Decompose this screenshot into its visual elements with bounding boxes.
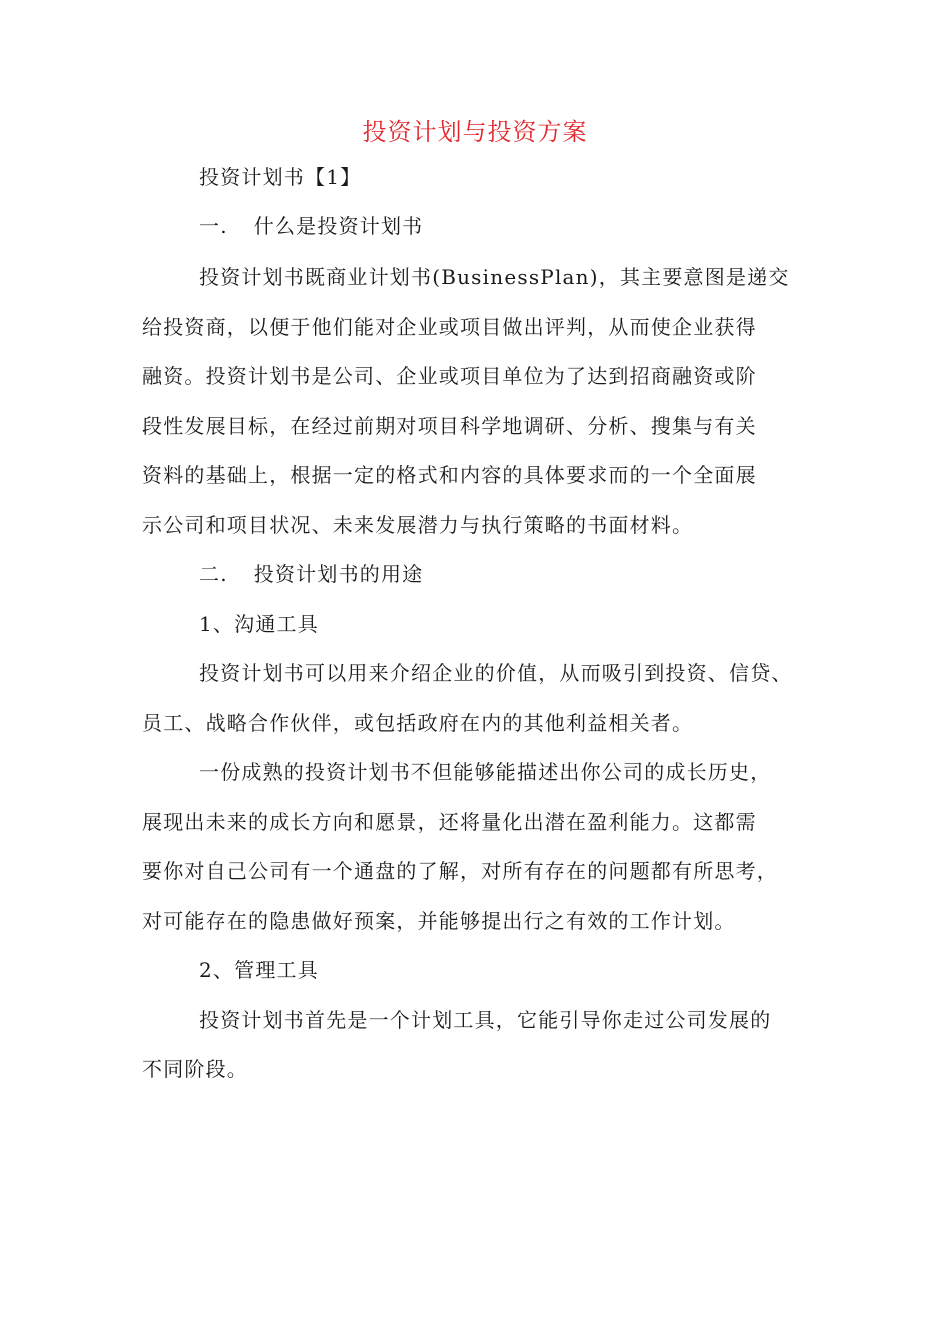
paragraph-4-line: 投资计划书首先是一个计划工具，它能引导你走过公司发展的 (199, 1008, 772, 1032)
paragraph-3-line: 对可能存在的隐患做好预案，并能够提出行之有效的工作计划。 (142, 909, 736, 933)
heading-2-text: 投资计划书的用途 (253, 562, 424, 586)
heading-1-text: 什么是投资计划书 (253, 214, 424, 238)
paragraph-3-line: 展现出未来的成长方向和愿景，还将量化出潜在盈利能力。这都需 (142, 810, 757, 834)
paragraph-1-line: 融资。投资计划书是公司、企业或项目单位为了达到招商融资或阶 (142, 364, 757, 388)
section-heading: 投资计划书【1】 (199, 165, 362, 189)
paragraph-3-line: 一份成熟的投资计划书不但能够能描述出你公司的成长历史， (199, 760, 772, 784)
heading-1 (199, 212, 423, 240)
heading-2-number: 二. (199, 562, 228, 586)
paragraph-1-line: 资料的基础上，根据一定的格式和内容的具体要求而的一个全面展 (142, 463, 757, 487)
heading-1-number: 一. (199, 214, 228, 238)
heading-2 (199, 560, 423, 588)
subheading-1: 1、沟通工具 (199, 612, 319, 636)
paragraph-1-line: 投资计划书既商业计划书(BusinessPlan)，其主要意图是递交 (199, 265, 790, 289)
subheading-2: 2、管理工具 (199, 958, 319, 982)
paragraph-1-line: 示公司和项目状况、未来发展潜力与执行策略的书面材料。 (142, 513, 694, 537)
paragraph-3-line: 要你对自己公司有一个通盘的了解，对所有存在的问题都有所思考， (142, 859, 778, 883)
paragraph-1-line: 给投资商，以便于他们能对企业或项目做出评判，从而使企业获得 (142, 315, 757, 339)
document-title: 投资计划与投资方案 (362, 118, 588, 146)
paragraph-2-line: 投资计划书可以用来介绍企业的价值，从而吸引到投资、信贷、 (199, 661, 793, 685)
paragraph-4-line: 不同阶段。 (142, 1057, 248, 1081)
paragraph-1-line: 段性发展目标，在经过前期对项目科学地调研、分析、搜集与有关 (142, 414, 757, 438)
paragraph-2-line: 员工、战略合作伙伴，或包括政府在内的其他利益相关者。 (142, 711, 694, 735)
